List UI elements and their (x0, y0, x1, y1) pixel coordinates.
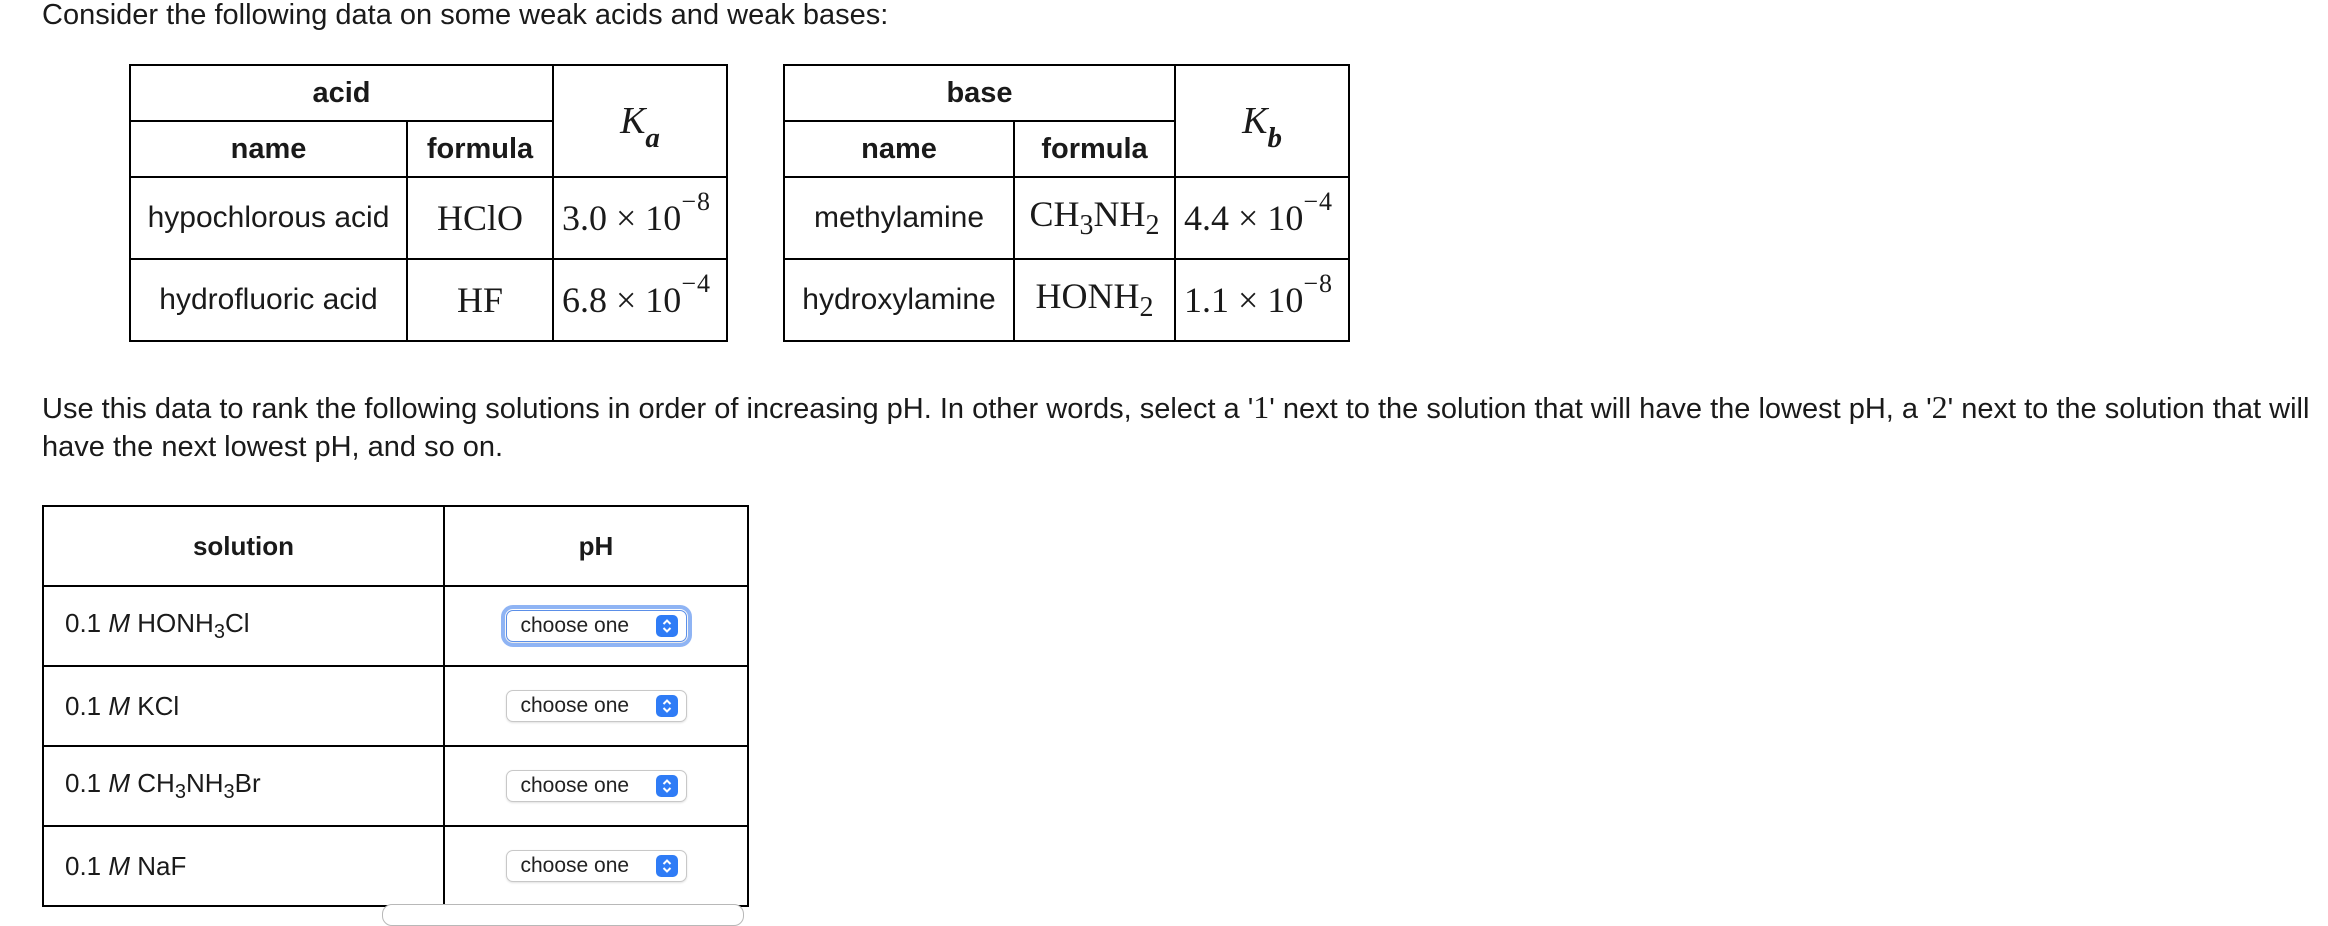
up-down-chevron-icon (656, 775, 678, 797)
acid-name: hypochlorous acid (130, 177, 407, 259)
acid-table (129, 64, 728, 342)
acid-row (130, 177, 727, 259)
acid-formula: HF (407, 259, 553, 341)
table-row (43, 746, 748, 826)
base-group-header: base (784, 65, 1175, 121)
up-down-chevron-icon (656, 615, 678, 637)
select-value: choose one (520, 614, 630, 637)
ph-rank-select[interactable] (506, 610, 687, 642)
ph-rank-select[interactable] (506, 690, 687, 722)
base-formula: $CH_3NH_2$ (1014, 177, 1175, 259)
table-row (43, 586, 748, 666)
ranking-table (42, 505, 749, 907)
base-row (784, 259, 1349, 341)
select-value: choose one (520, 694, 630, 717)
acid-group-header: acid (130, 65, 553, 121)
ph-rank-select[interactable] (506, 770, 687, 802)
intro-text: Consider the following data on some weak acids and weak bases: (42, 0, 889, 31)
solution-label: 0.1 M $HONH_3Cl$ (43, 586, 444, 666)
acid-name-header: name (130, 121, 407, 177)
base-name-header: name (784, 121, 1014, 177)
kb-value: $1.1 \times 10^{-8}$ (1175, 259, 1349, 341)
select-value: choose one (520, 774, 630, 797)
table-row (43, 826, 748, 906)
table-row (43, 666, 748, 746)
solution-label: 0.1 M NaF (43, 826, 444, 906)
base-formula: $HONH_2$ (1014, 259, 1175, 341)
kb-header: Kb (1175, 65, 1349, 177)
base-name: hydroxylamine (784, 259, 1014, 341)
instructions-text: Use this data to rank the following solutions in order of increasing pH. In other words, select a '1' next to the solution that will have the lowest pH, a '2' next to the solution that will have the next lowest pH, and so on. (42, 389, 2310, 463)
ka-value: $3.0 \times 10^{-8}$ (553, 177, 727, 259)
solution-label: 0.1 M $CH_3NH_3Br$ (43, 746, 444, 826)
acid-row (130, 259, 727, 341)
kb-value: $4.4 \times 10^{-4}$ (1175, 177, 1349, 259)
up-down-chevron-icon (656, 855, 678, 877)
solution-label: 0.1 M KCl (43, 666, 444, 746)
ka-header: Ka (553, 65, 727, 177)
base-row (784, 177, 1349, 259)
base-table (783, 64, 1350, 342)
base-formula-header: formula (1014, 121, 1175, 177)
ph-rank-select[interactable] (506, 850, 687, 882)
ph-cell (444, 586, 748, 666)
ka-value: $6.8 \times 10^{-4}$ (553, 259, 727, 341)
ph-cell (444, 826, 748, 906)
ph-header: pH (444, 506, 748, 586)
select-value: choose one (520, 854, 630, 877)
ph-cell (444, 666, 748, 746)
base-name: methylamine (784, 177, 1014, 259)
up-down-chevron-icon (656, 695, 678, 717)
acid-formula-header: formula (407, 121, 553, 177)
ph-cell (444, 746, 748, 826)
solution-header: solution (43, 506, 444, 586)
acid-formula: HClO (407, 177, 553, 259)
acid-name: hydrofluoric acid (130, 259, 407, 341)
answer-area-edge (382, 904, 744, 926)
